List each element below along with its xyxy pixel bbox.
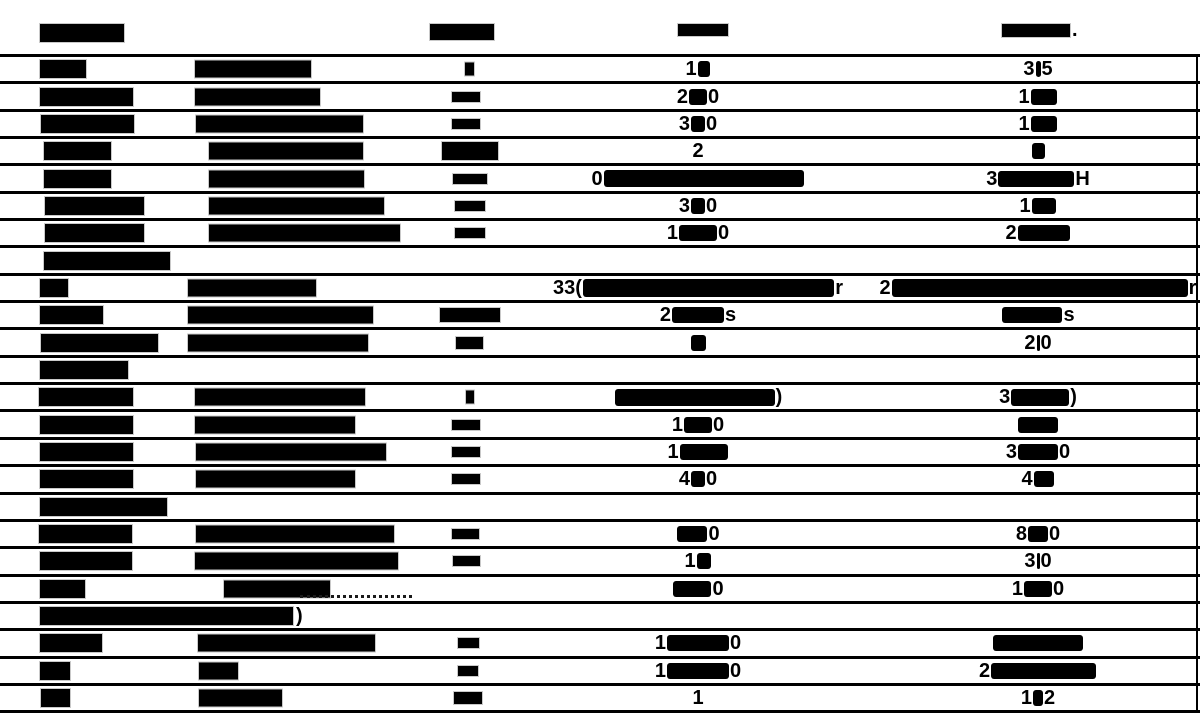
redaction-bar	[698, 61, 710, 77]
value-fragment: H	[1075, 167, 1090, 190]
unit-redaction-bar	[452, 529, 479, 539]
header-value1-redaction-bar	[678, 24, 728, 36]
name-redaction-bar	[40, 470, 133, 488]
unit-redaction-bar	[452, 420, 480, 430]
value-fragment: 2	[1024, 331, 1036, 354]
value2-cell	[878, 276, 1198, 300]
table-row	[0, 109, 1200, 136]
redaction-bar	[1037, 553, 1040, 569]
section-row	[0, 492, 1200, 519]
name-redaction-bar	[41, 115, 134, 133]
value-fragment: )	[1070, 386, 1077, 409]
redaction-bar	[1036, 61, 1041, 77]
description-redaction-bar	[195, 389, 365, 406]
value-fragment: 1	[654, 659, 666, 682]
redaction-bar	[667, 635, 729, 651]
header-row	[0, 0, 1200, 54]
dotted-text-remnant	[300, 595, 412, 598]
description-redaction-bar	[196, 443, 386, 460]
description-redaction-bar	[188, 279, 316, 296]
table-row	[0, 163, 1200, 190]
unit-redaction-bar	[453, 174, 487, 184]
description-redaction-bar	[209, 170, 364, 187]
value2-cell	[878, 385, 1198, 409]
value-fragment: 1	[1018, 85, 1030, 108]
name-redaction-bar	[40, 416, 133, 434]
description-redaction-bar	[195, 88, 320, 105]
description-redaction-bar	[195, 61, 311, 78]
value-fragment: 2	[879, 276, 891, 299]
redaction-bar	[1031, 89, 1057, 105]
value1-cell	[553, 631, 843, 655]
redaction-bar	[691, 198, 705, 214]
value-fragment: 2	[676, 85, 688, 108]
value-fragment: 3	[1023, 58, 1035, 81]
value2-cell	[878, 659, 1198, 683]
table-right-border	[1196, 54, 1198, 713]
unit-redaction-bar	[458, 638, 479, 648]
value-fragment: 3	[678, 112, 690, 135]
value-fragment: 0	[706, 468, 718, 491]
description-redaction-bar	[195, 553, 398, 570]
name-redaction-bar	[45, 224, 144, 242]
table-row	[0, 409, 1200, 436]
redaction-bar	[583, 279, 834, 297]
redaction-bar	[691, 335, 706, 351]
value2-cell	[878, 686, 1198, 710]
value-fragment: 3	[999, 386, 1011, 409]
value-fragment: 4	[1021, 468, 1033, 491]
value-fragment: 0	[706, 194, 718, 217]
value2-cell	[878, 303, 1198, 327]
value-fragment: 0	[1040, 331, 1052, 354]
table-row	[0, 191, 1200, 218]
value1-cell	[553, 194, 843, 218]
table-body	[0, 54, 1200, 713]
table-row	[0, 628, 1200, 655]
value1-cell	[553, 385, 843, 409]
value2-cell	[878, 57, 1198, 81]
name-redaction-bar	[40, 306, 103, 324]
unit-redaction-bar	[455, 228, 485, 238]
name-redaction-bar	[40, 88, 133, 106]
value-fragment: 1	[667, 440, 679, 463]
value-fragment: 0	[730, 632, 742, 655]
table-row	[0, 300, 1200, 327]
value1-cell	[553, 221, 843, 245]
value-fragment: 1	[654, 632, 666, 655]
value1-cell	[553, 549, 843, 573]
redaction-bar	[991, 663, 1096, 679]
value1-cell	[553, 112, 843, 136]
value-fragment: 1	[666, 222, 678, 245]
value1-cell	[553, 659, 843, 683]
value-fragment: r	[1188, 276, 1197, 299]
table-row	[0, 683, 1200, 710]
section-row	[0, 601, 1200, 628]
table-row	[0, 81, 1200, 108]
value-fragment: 2	[1005, 222, 1017, 245]
value-fragment: 3	[678, 194, 690, 217]
section-row	[0, 355, 1200, 382]
unit-redaction-bar	[466, 391, 474, 404]
redaction-bar	[1032, 143, 1045, 159]
name-redaction-bar	[40, 60, 86, 78]
value1-cell	[553, 57, 843, 81]
redaction-bar	[1002, 307, 1062, 323]
redaction-bar	[697, 553, 711, 569]
value-fragment: 0	[712, 577, 724, 600]
section-suffix-fragment: )	[296, 605, 303, 628]
redaction-bar	[993, 635, 1083, 651]
unit-redaction-bar	[454, 692, 482, 704]
value-fragment: 1	[685, 58, 697, 81]
redaction-bar	[1033, 690, 1043, 706]
value-fragment: 8	[1015, 523, 1027, 546]
description-redaction-bar	[196, 115, 363, 132]
value2-cell	[878, 631, 1198, 655]
unit-redaction-bar	[456, 337, 483, 349]
redaction-bar	[689, 89, 707, 105]
redaction-bar	[604, 170, 804, 187]
value-fragment: 0	[1059, 440, 1071, 463]
name-redaction-bar	[40, 361, 128, 379]
table-row	[0, 218, 1200, 245]
redaction-bar	[1024, 581, 1052, 597]
name-redaction-bar	[44, 142, 111, 160]
description-redaction-bar	[196, 526, 394, 543]
value1-cell	[553, 686, 843, 710]
value-fragment: 1	[1018, 112, 1030, 135]
name-redaction-bar	[39, 388, 133, 406]
value1-cell	[553, 330, 843, 354]
value1-cell	[553, 303, 843, 327]
unit-redaction-bar	[452, 447, 480, 457]
value-fragment: 0	[713, 413, 725, 436]
name-redaction-bar	[45, 197, 144, 215]
value-fragment: 0	[706, 112, 718, 135]
header-value2-suffix: .	[1072, 19, 1078, 41]
table-row	[0, 519, 1200, 546]
value2-cell	[878, 549, 1198, 573]
value-fragment: 1	[1011, 577, 1023, 600]
unit-redaction-bar	[455, 201, 485, 211]
name-redaction-bar	[41, 689, 70, 707]
value-fragment: 3	[986, 167, 998, 190]
description-redaction-bar	[209, 197, 384, 214]
redaction-bar	[1018, 225, 1070, 241]
table-row	[0, 464, 1200, 491]
redaction-bar	[679, 225, 717, 241]
value-fragment: 2	[1044, 687, 1056, 710]
redaction-bar	[1011, 389, 1069, 406]
name-redaction-bar	[41, 334, 158, 352]
table-row	[0, 54, 1200, 81]
unit-redaction-bar	[453, 556, 480, 566]
value2-cell	[878, 84, 1198, 108]
value2-cell	[878, 194, 1198, 218]
redaction-bar	[1028, 526, 1048, 542]
value-fragment: 0	[730, 659, 742, 682]
value2-cell	[878, 440, 1198, 464]
redaction-bar	[672, 307, 724, 323]
value-fragment: 3	[1024, 550, 1036, 573]
table-row	[0, 327, 1200, 354]
value-fragment: 33(	[553, 276, 582, 299]
description-redaction-bar	[209, 143, 363, 160]
redaction-bar	[615, 389, 775, 406]
value1-cell	[553, 440, 843, 464]
value2-cell	[878, 221, 1198, 245]
unit-redaction-bar	[452, 119, 480, 129]
unit-redaction-bar	[442, 142, 498, 160]
description-redaction-bar	[209, 225, 400, 242]
table-row	[0, 656, 1200, 683]
name-redaction-bar	[40, 580, 85, 598]
name-redaction-bar	[40, 279, 68, 297]
name-redaction-bar	[40, 634, 102, 652]
value-fragment: 5	[1041, 58, 1053, 81]
table-row	[0, 437, 1200, 464]
value2-cell	[878, 139, 1198, 163]
redaction-bar	[1018, 444, 1058, 460]
description-redaction-bar	[188, 307, 373, 324]
redaction-bar	[691, 471, 705, 487]
name-redaction-bar	[40, 607, 293, 625]
value1-cell	[553, 412, 843, 436]
table-row	[0, 273, 1200, 300]
value2-cell	[878, 467, 1198, 491]
table-row	[0, 574, 1200, 601]
value2-cell	[878, 330, 1198, 354]
header-unit-redaction-bar	[430, 24, 494, 40]
redaction-bar	[673, 581, 711, 597]
value1-cell	[553, 84, 843, 108]
value2-cell	[878, 577, 1198, 601]
name-redaction-bar	[44, 252, 170, 270]
value-fragment: 0	[1040, 550, 1052, 573]
header-value2-redaction-bar	[1002, 24, 1070, 37]
description-redaction-bar	[188, 334, 368, 351]
table-row	[0, 546, 1200, 573]
value-fragment: )	[775, 386, 783, 409]
description-redaction-bar	[199, 690, 282, 707]
value1-cell	[553, 276, 843, 300]
unit-redaction-bar	[458, 666, 478, 676]
value1-cell	[553, 577, 843, 601]
redaction-bar	[1032, 198, 1056, 214]
description-redaction-bar	[198, 635, 375, 652]
unit-redaction-bar	[452, 474, 480, 484]
unit-redaction-bar	[440, 308, 500, 322]
name-redaction-bar	[39, 525, 132, 543]
value-fragment: 0	[708, 85, 720, 108]
redaction-bar	[892, 279, 1188, 297]
value-fragment: 4	[678, 468, 690, 491]
value-fragment: 0	[718, 222, 730, 245]
value-fragment: 1	[1020, 687, 1032, 710]
redaction-bar	[1031, 116, 1057, 132]
value-fragment: 0	[1049, 523, 1061, 546]
value-fragment: 2	[978, 659, 991, 682]
name-redaction-bar	[40, 552, 132, 570]
value1-cell	[553, 139, 843, 163]
redaction-bar	[677, 526, 707, 542]
value-fragment: r	[835, 276, 843, 299]
name-redaction-bar	[44, 170, 111, 188]
unit-redaction-bar	[452, 92, 480, 102]
value2-cell	[878, 112, 1198, 136]
name-redaction-bar	[40, 498, 167, 516]
table-row	[0, 382, 1200, 409]
table-row	[0, 136, 1200, 163]
value-fragment: 1	[1019, 194, 1031, 217]
section-row	[0, 245, 1200, 272]
value1-cell	[553, 166, 843, 190]
value-fragment: 1	[692, 687, 704, 710]
value-fragment: 1	[671, 413, 683, 436]
name-redaction-bar	[40, 662, 70, 680]
value-fragment: 3	[1005, 440, 1017, 463]
value-fragment: 0	[708, 523, 720, 546]
value1-cell	[553, 467, 843, 491]
value-fragment: 2	[659, 304, 671, 327]
redaction-bar	[691, 116, 705, 132]
value-fragment: s	[1063, 304, 1075, 327]
value-fragment: 0	[591, 167, 603, 190]
redaction-bar	[680, 444, 728, 460]
value-fragment: 0	[1053, 577, 1065, 600]
unit-redaction-bar	[465, 63, 474, 76]
redaction-bar	[667, 663, 729, 679]
redaction-bar	[684, 417, 712, 433]
value-fragment: s	[725, 304, 737, 327]
name-redaction-bar	[40, 443, 133, 461]
description-redaction-bar	[195, 416, 355, 433]
description-redaction-bar	[196, 471, 355, 488]
redaction-bar	[998, 171, 1074, 187]
value2-cell	[878, 412, 1198, 436]
redaction-bar	[1037, 335, 1040, 351]
redaction-bar	[1018, 417, 1058, 433]
value2-cell	[878, 166, 1198, 190]
redaction-bar	[1034, 471, 1054, 487]
value-fragment: 1	[684, 550, 696, 573]
value2-cell	[878, 522, 1198, 546]
value-fragment: 2	[692, 140, 704, 163]
value1-cell	[553, 522, 843, 546]
description-redaction-bar	[199, 662, 238, 679]
header-name-redaction-bar	[40, 24, 124, 42]
